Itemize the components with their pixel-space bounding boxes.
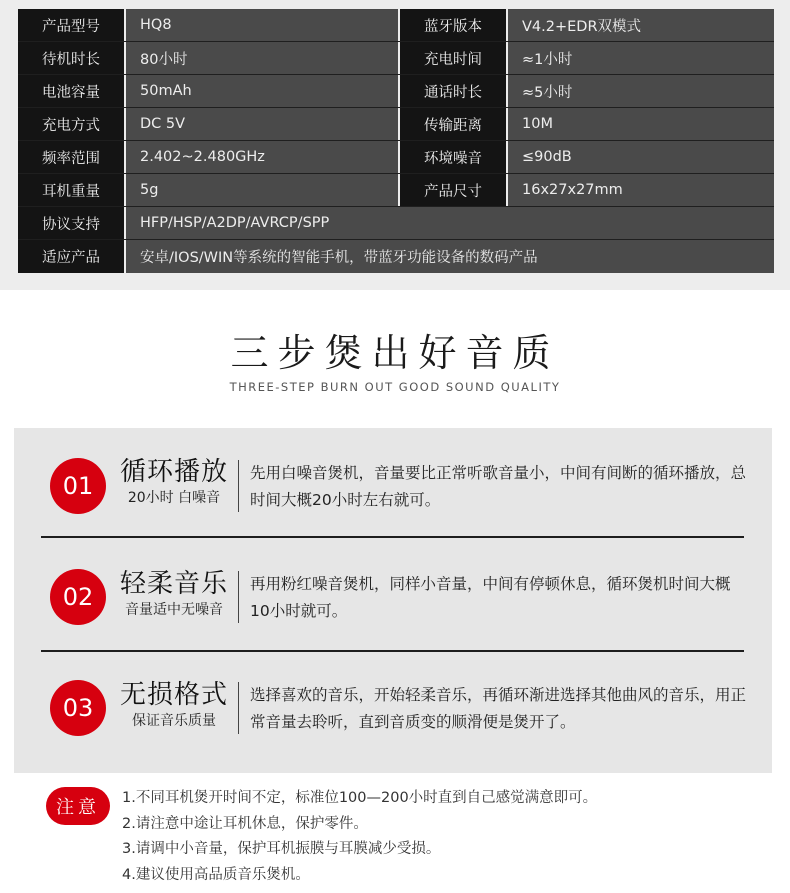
spec-key: 蓝牙版本 (400, 9, 506, 41)
step-card (14, 553, 772, 653)
section-subtitle: THREE-STEP BURN OUT GOOD SOUND QUALITY (229, 380, 561, 394)
step-card (14, 668, 772, 768)
spec-value: 50mAh (126, 75, 398, 107)
step-card (14, 440, 772, 540)
step-description: 再用粉红噪音煲机，同样小音量，中间有停顿休息，循环煲机时间大概10小时就可。 (250, 575, 731, 620)
note-item: 1.不同耳机煲开时间不定，标准位100—200小时直到自己感觉满意即可。 (122, 790, 598, 806)
spec-section (0, 0, 790, 290)
note-item: 2.请注意中途让耳机休息，保护零件。 (122, 815, 368, 832)
step-name: 轻柔音乐 (119, 569, 228, 599)
spec-key: 耳机重量 (18, 174, 124, 206)
notes-badge: 注意 (46, 787, 110, 825)
spec-key: 充电时间 (400, 42, 506, 74)
spec-value: 10M (508, 108, 774, 140)
spec-key: 待机时长 (18, 42, 124, 74)
spec-key: 充电方式 (18, 108, 124, 140)
step-name: 循环播放 (119, 457, 228, 487)
spec-value: DC 5V (126, 108, 398, 140)
spec-value: 2.402~2.480GHz (126, 141, 398, 173)
spec-table (18, 9, 774, 273)
spec-row (18, 75, 774, 108)
spec-value: 5g (126, 174, 398, 206)
step-description: 选择喜欢的音乐，开始轻柔音乐，再循环渐进选择其他曲风的音乐，用正常音量去聆听，直到音质变的顺滑便是煲开了。 (250, 686, 747, 731)
spec-value: HFP/HSP/A2DP/AVRCP/SPP (126, 207, 774, 239)
spec-value: 16x27x27mm (508, 174, 774, 206)
spec-row (18, 141, 774, 174)
step-separator (238, 682, 239, 734)
spec-row (18, 9, 774, 42)
steps-panel (14, 428, 772, 773)
spec-value: ≈5小时 (508, 75, 774, 107)
spec-value: 80小时 (126, 42, 398, 74)
spec-key: 环境噪音 (400, 141, 506, 173)
spec-row (18, 207, 774, 240)
step-divider (41, 536, 744, 538)
spec-row (18, 108, 774, 141)
spec-key: 电池容量 (18, 75, 124, 107)
spec-value: HQ8 (126, 9, 398, 41)
step-tag: 保证音乐质量 (132, 713, 216, 729)
step-separator (238, 460, 239, 512)
notes-list (122, 786, 762, 888)
spec-key: 产品型号 (18, 9, 124, 41)
spec-key: 通话时长 (400, 75, 506, 107)
step-name: 无损格式 (119, 680, 228, 710)
step-separator (238, 571, 239, 623)
step-number-badge: 02 (50, 569, 106, 625)
spec-row (18, 174, 774, 207)
step-divider (41, 650, 744, 652)
step-heading (114, 456, 234, 508)
step-tag: 音量适中无噪音 (125, 602, 223, 618)
step-heading (114, 679, 234, 731)
step-description: 先用白噪音煲机，音量要比正常听歌音量小，中间有间断的循环播放，总时间大概20小时左右就可。 (250, 464, 747, 509)
spec-row (18, 240, 774, 273)
spec-value: V4.2+EDR双模式 (508, 9, 774, 41)
spec-key: 传输距离 (400, 108, 506, 140)
spec-value: ≤90dB (508, 141, 774, 173)
note-item: 4.建议使用高品质音乐煲机。 (122, 866, 310, 883)
step-number-badge: 03 (50, 680, 106, 736)
spec-value: 安卓/IOS/WIN等系统的智能手机，带蓝牙功能设备的数码产品 (126, 240, 774, 273)
spec-key: 频率范围 (18, 141, 124, 173)
spec-value: ≈1小时 (508, 42, 774, 74)
note-item: 3.请调中小音量，保护耳机振膜与耳膜减少受损。 (122, 841, 441, 857)
spec-row (18, 42, 774, 75)
spec-key: 产品尺寸 (400, 174, 506, 206)
step-number-badge: 01 (50, 458, 106, 514)
section-title: 三步煲出好音质 (230, 331, 560, 375)
spec-key: 适应产品 (18, 240, 124, 273)
spec-key: 协议支持 (18, 207, 124, 239)
step-heading (114, 568, 234, 620)
step-tag: 20小时 白噪音 (127, 490, 221, 506)
